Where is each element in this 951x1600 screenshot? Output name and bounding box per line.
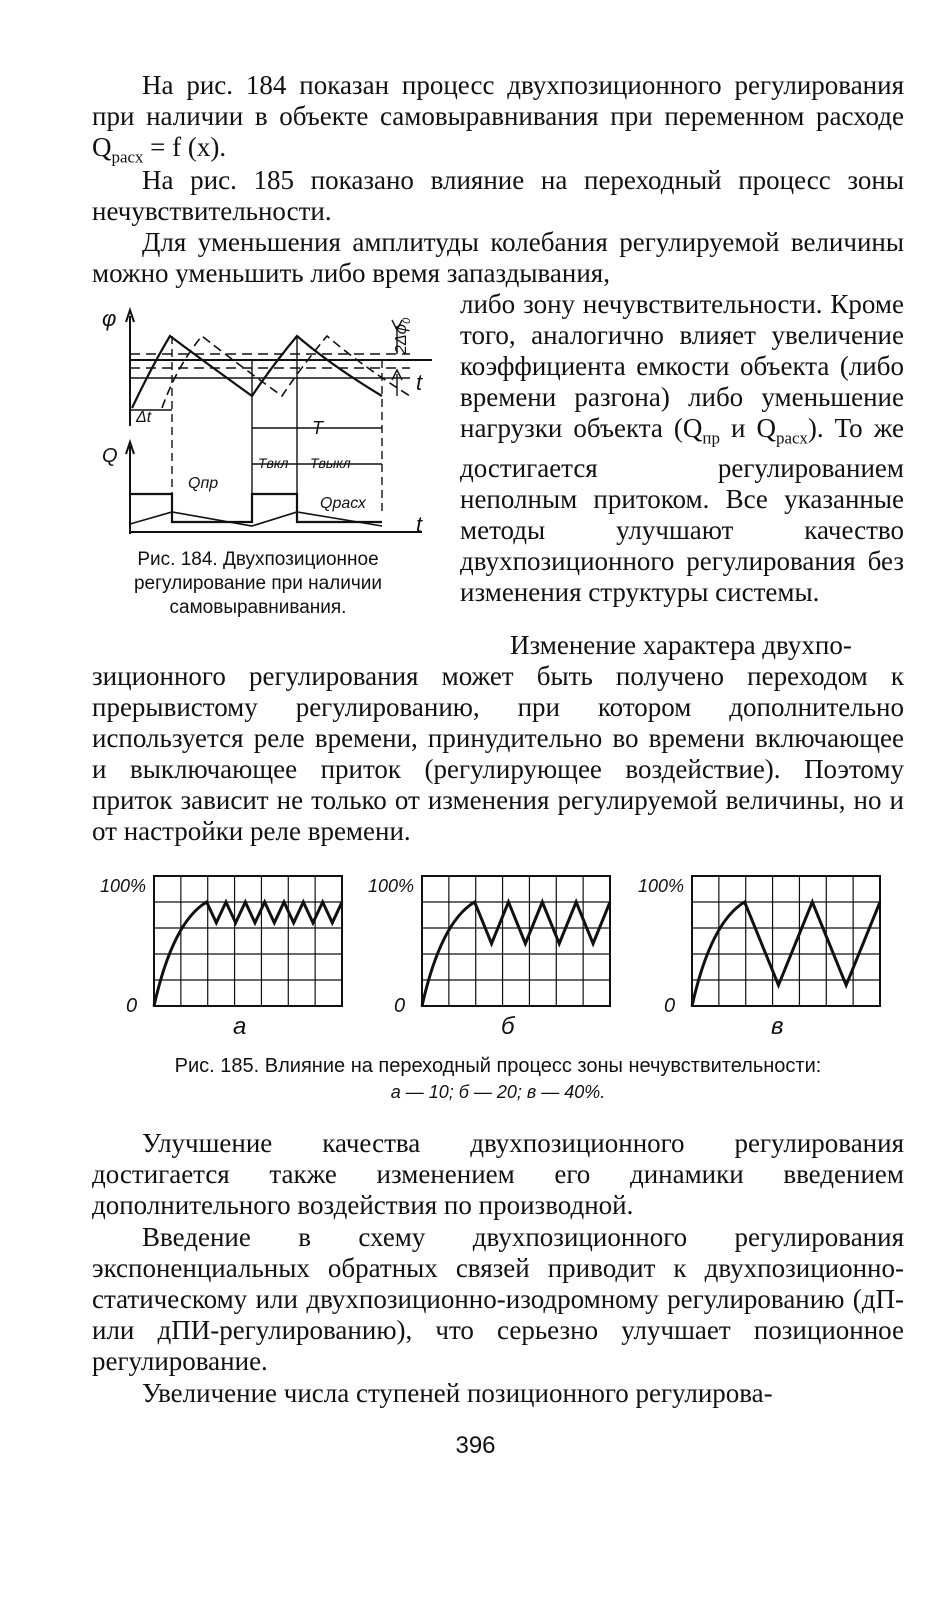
paragraph-2: На рис. 185 показано влияние на переходный процесс зоны нечувствительности. (92, 165, 904, 226)
figure-185-panels (96, 868, 896, 1046)
q-pr-subscript: пр (702, 428, 720, 448)
fig185-y-zero-label: 0 (394, 995, 406, 1017)
paragraph-1 (92, 70, 904, 172)
paragraph-4: зиционного регулирования может быть получено переходом к прерывистому регулированию, при котором дополнительно используется реле времени, принудительно во времени включающее и выключающее приток (регулирующее воздействие). Поэтому приток зависит не только от изменения регулируемой величины, но и от настройки реле времени. (92, 661, 904, 846)
fig185-y-zero-label: 0 (126, 995, 138, 1017)
fig185-panel-letter: в (770, 1013, 784, 1040)
paragraph-3-wrap-tail: ). То же достигается регулированием неполным притоком. Все указанные методы улучшают качество двухпозиционного регулирования без изменения структуры системы. (460, 413, 904, 608)
fig185-panel-letter: а (232, 1013, 247, 1040)
fig184-t-top-label: t (416, 370, 423, 395)
fig184-qpr-label: Qпр (188, 475, 219, 492)
figure-185-caption-line2: а — 10; б — 20; в — 40%. (390, 1082, 606, 1102)
fig185-y-top-label: 100% (368, 876, 415, 896)
paragraph-3-wrap-mid: и Q (719, 413, 777, 443)
page-number: 396 (455, 1432, 496, 1459)
fig185-y-top-label: 100% (638, 876, 685, 896)
figure-185-caption-line1: Рис. 185. Влияние на переходный процесс зоны нечувствительности: (174, 1055, 822, 1077)
fig184-dt-label: Δt (136, 409, 152, 426)
paragraph-5: Улучшение качества двухпозиционного регулирования достигается также изменением его динамики введением дополнительного воздействия по производной. (92, 1128, 904, 1220)
fig184-tvykl-label: Tвыкл (310, 455, 351, 471)
fig184-phi-label: φ (102, 306, 117, 331)
fig184-T-label: T (312, 418, 323, 438)
paragraph-6: Введение в схему двухпозиционного регулирования экспоненциальных обратных связей приводит к двухпозиционно-статическому или двухпозиционно-изодромному регулированию (дП- или дПИ-регулированию), что серьезно улучшает позиционное регулирование. (92, 1222, 904, 1376)
fig185-panel-3 (638, 876, 880, 1040)
fig184-t-bottom-label: t (416, 512, 423, 537)
paragraph-7: Увеличение числа ступеней позиционного регулирова- (142, 1378, 773, 1408)
q-rasx-subscript-2: расх (776, 428, 808, 448)
paragraph-1-tail: = f (x). (143, 132, 227, 162)
fig184-Q-label: Q (102, 445, 118, 467)
paragraph-1-text: На рис. 184 показан процесс двухпозиционного регулирования при наличии в объекте самовыравнивания при переменном расходе Q (92, 70, 904, 162)
paragraph-3-head: Для уменьшения амплитуды колебания регулируемой величины можно уменьшить либо время запаздывания, (92, 227, 904, 288)
paragraph-3-wrap-text: либо зону нечувствительности. Кроме того, аналогично влияет увеличение коэффициента емкости объекта (либо времени разгона) либо уменьшение нагрузки объекта (Q (460, 289, 904, 443)
fig184-tvkl-label: Tвкл (258, 455, 289, 471)
fig185-y-zero-label: 0 (664, 995, 676, 1017)
fig185-y-top-label: 100% (100, 876, 147, 896)
fig185-panel-letter: б (500, 1013, 515, 1040)
figure-184-caption: Рис. 184. Двухпозиционное регулирование при наличии самовыравнивания. (133, 549, 382, 618)
fig185-panel-1 (100, 876, 342, 1040)
fig184-qrasx-label: Qрасх (320, 495, 366, 512)
figure-185 (96, 868, 896, 1046)
fig184-2dphi-label: $2\Delta\varphi_0$ (393, 317, 413, 354)
paragraph-3-wrapped (460, 289, 904, 608)
q-rasx-subscript: расх (111, 147, 144, 167)
fig185-panel-2 (368, 876, 610, 1040)
figure-184 (92, 296, 450, 546)
paragraph-4-wrapped: Изменение характера двухпо- (510, 630, 852, 660)
